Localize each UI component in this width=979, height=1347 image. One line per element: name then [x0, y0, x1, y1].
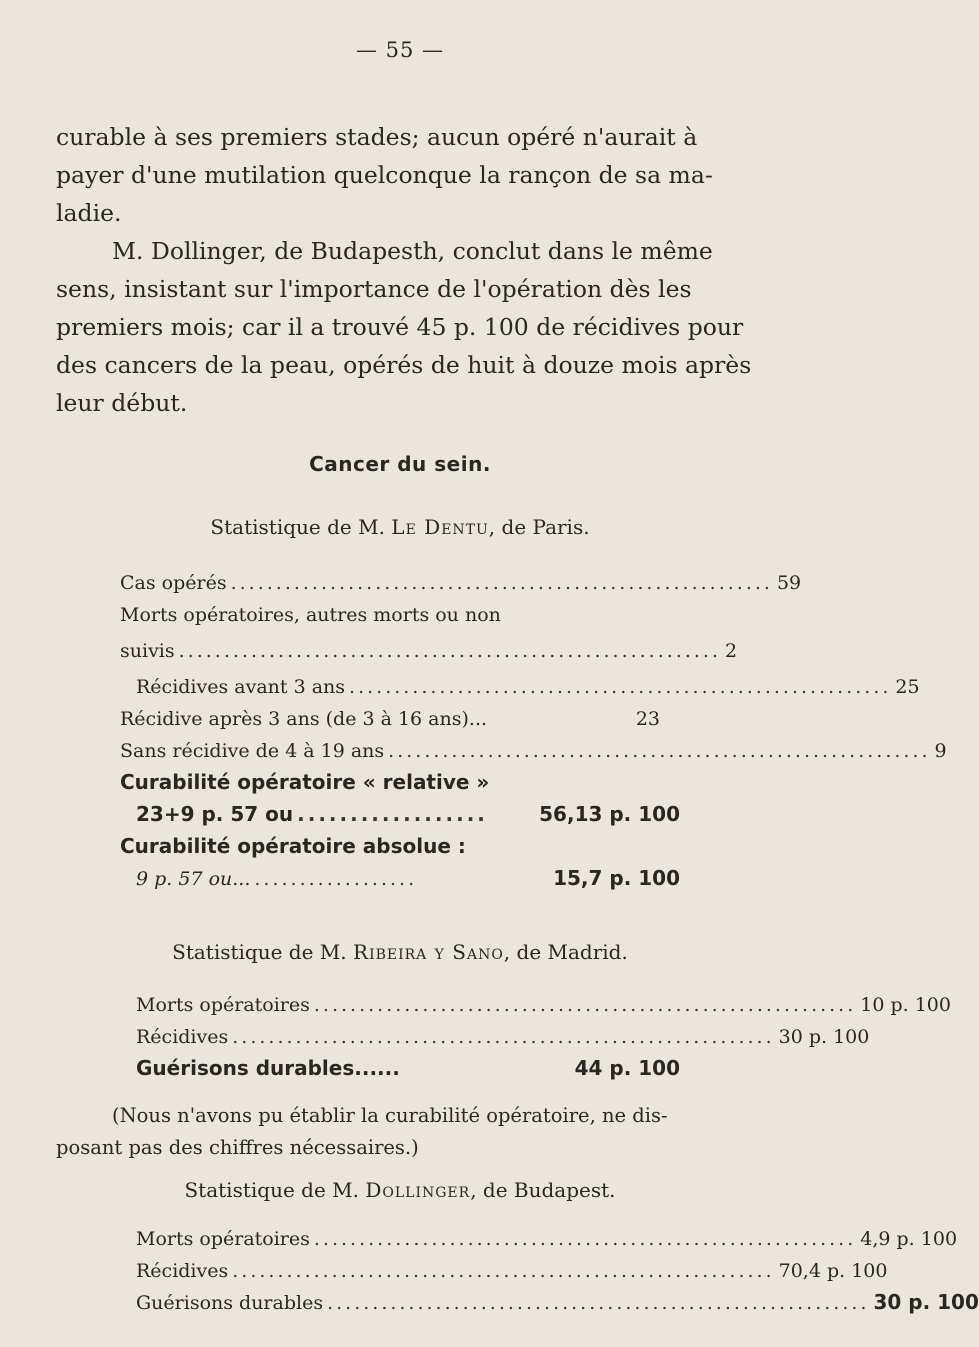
dollinger-title [0, 1178, 800, 1202]
leader-dots: ............................................................ [327, 1292, 870, 1314]
curabilite-absolue-row [136, 866, 680, 890]
stat-row [120, 708, 660, 730]
author-name: Ribeira y Sano [353, 940, 504, 964]
leader-dots: ............................................................ [178, 640, 721, 662]
row-label: Curabilité opératoire « relative » [120, 770, 490, 794]
row-label: Curabilité opératoire absolue : [120, 834, 466, 858]
note-paragraph [56, 1100, 768, 1164]
title-suffix: , de Madrid. [503, 940, 628, 964]
stat-row [120, 572, 802, 594]
curabilite-relative-heading [120, 770, 680, 794]
row-value: 15,7 p. 100 [553, 866, 680, 890]
row-label: Récidives [136, 1260, 229, 1282]
row-value: 25 [895, 676, 920, 698]
curabilite-relative-row [136, 802, 680, 826]
row-label: Guérisons durables...... [136, 1056, 400, 1080]
dollinger-paragraph [56, 232, 768, 422]
text-line: (Nous n'avons pu établir la curabilité opératoire, ne dis- [112, 1104, 668, 1127]
row-label: suivis [120, 640, 175, 662]
stat-row [120, 640, 738, 662]
stat-row [120, 604, 660, 626]
ribeira-title [0, 940, 800, 964]
title-suffix: , de Budapest. [470, 1178, 616, 1202]
title-prefix: Statistique de M. [172, 940, 347, 964]
intro-paragraph [56, 118, 768, 232]
leader-dots: ............................................................ [313, 1228, 857, 1250]
section-heading: Cancer du sein. [309, 452, 491, 476]
row-label: 23+9 p. 57 ou [136, 802, 294, 826]
stat-row [136, 994, 951, 1016]
leader-dots: ............................................................ [230, 572, 773, 594]
title-prefix: Statistique de M. [210, 515, 385, 539]
row-label: 9 p. 57 ou... [136, 868, 251, 890]
text-line: premiers mois; car il a trouvé 45 p. 100 de récidives pour [56, 313, 744, 341]
row-value: 44 p. 100 [574, 1056, 680, 1080]
row-value: 4,9 p. 100 [860, 1228, 958, 1250]
row-value: 56,13 p. 100 [539, 802, 680, 826]
text-line: posant pas des chiffres nécessaires.) [56, 1136, 419, 1159]
row-label: Récidives avant 3 ans [136, 676, 346, 698]
leader-dots: ............................................................ [388, 740, 931, 762]
text-line: des cancers de la peau, opérés de huit à douze mois après [56, 351, 752, 379]
leader-dots: ............................................................ [232, 1260, 775, 1282]
curabilite-absolue-heading [120, 834, 680, 858]
row-value: 10 p. 100 [860, 994, 951, 1016]
row-label: Morts opératoires, autres morts ou non [120, 604, 501, 626]
row-value: 9 [934, 740, 947, 762]
text-line: sens, insistant sur l'importance de l'opération dès les [56, 275, 692, 303]
leader-dots: ............................................................ [349, 676, 892, 698]
le-dentu-title [0, 515, 800, 539]
row-label: Morts opératoires [136, 1228, 310, 1250]
title-prefix: Statistique de M. [184, 1178, 359, 1202]
stat-row [120, 740, 947, 762]
leader-dots: ............................................................ [232, 1026, 775, 1048]
row-label: Récidive après 3 ans (de 3 à 16 ans)... [120, 708, 488, 730]
row-label: Récidives [136, 1026, 229, 1048]
leader-dots: .................. [297, 802, 488, 826]
stat-row [136, 1026, 870, 1048]
text-line: curable à ses premiers stades; aucun opéré n'aurait à [56, 123, 698, 151]
leader-dots: ............................................................ [313, 994, 857, 1016]
text-line: ladie. [56, 199, 122, 227]
stat-row [136, 676, 920, 698]
stat-row [136, 1260, 888, 1282]
row-label: Cas opérés [120, 572, 227, 594]
row-label: Guérisons durables [136, 1292, 324, 1314]
leader-dots: .................. [254, 868, 418, 890]
text-line: M. Dollinger, de Budapesth, conclut dans le même [112, 237, 713, 265]
row-value: 2 [725, 640, 738, 662]
row-value: 59 [776, 572, 802, 594]
author-name: Le Dentu [391, 515, 489, 539]
author-name: Dollinger [365, 1178, 471, 1202]
text-line: leur début. [56, 389, 188, 417]
row-value: 30 p. 100 [873, 1290, 979, 1314]
text-line: payer d'une mutilation quelconque la rançon de sa ma- [56, 161, 713, 189]
row-label: Morts opératoires [136, 994, 310, 1016]
page-number: — 55 — [355, 38, 445, 62]
row-label: Sans récidive de 4 à 19 ans [120, 740, 385, 762]
guerisons-row [136, 1056, 680, 1080]
title-suffix: , de Paris. [488, 515, 590, 539]
row-value: 23 [635, 708, 660, 730]
stat-row [136, 1290, 979, 1314]
row-value: 70,4 p. 100 [778, 1260, 888, 1282]
stat-row [136, 1228, 958, 1250]
row-value: 30 p. 100 [778, 1026, 870, 1048]
